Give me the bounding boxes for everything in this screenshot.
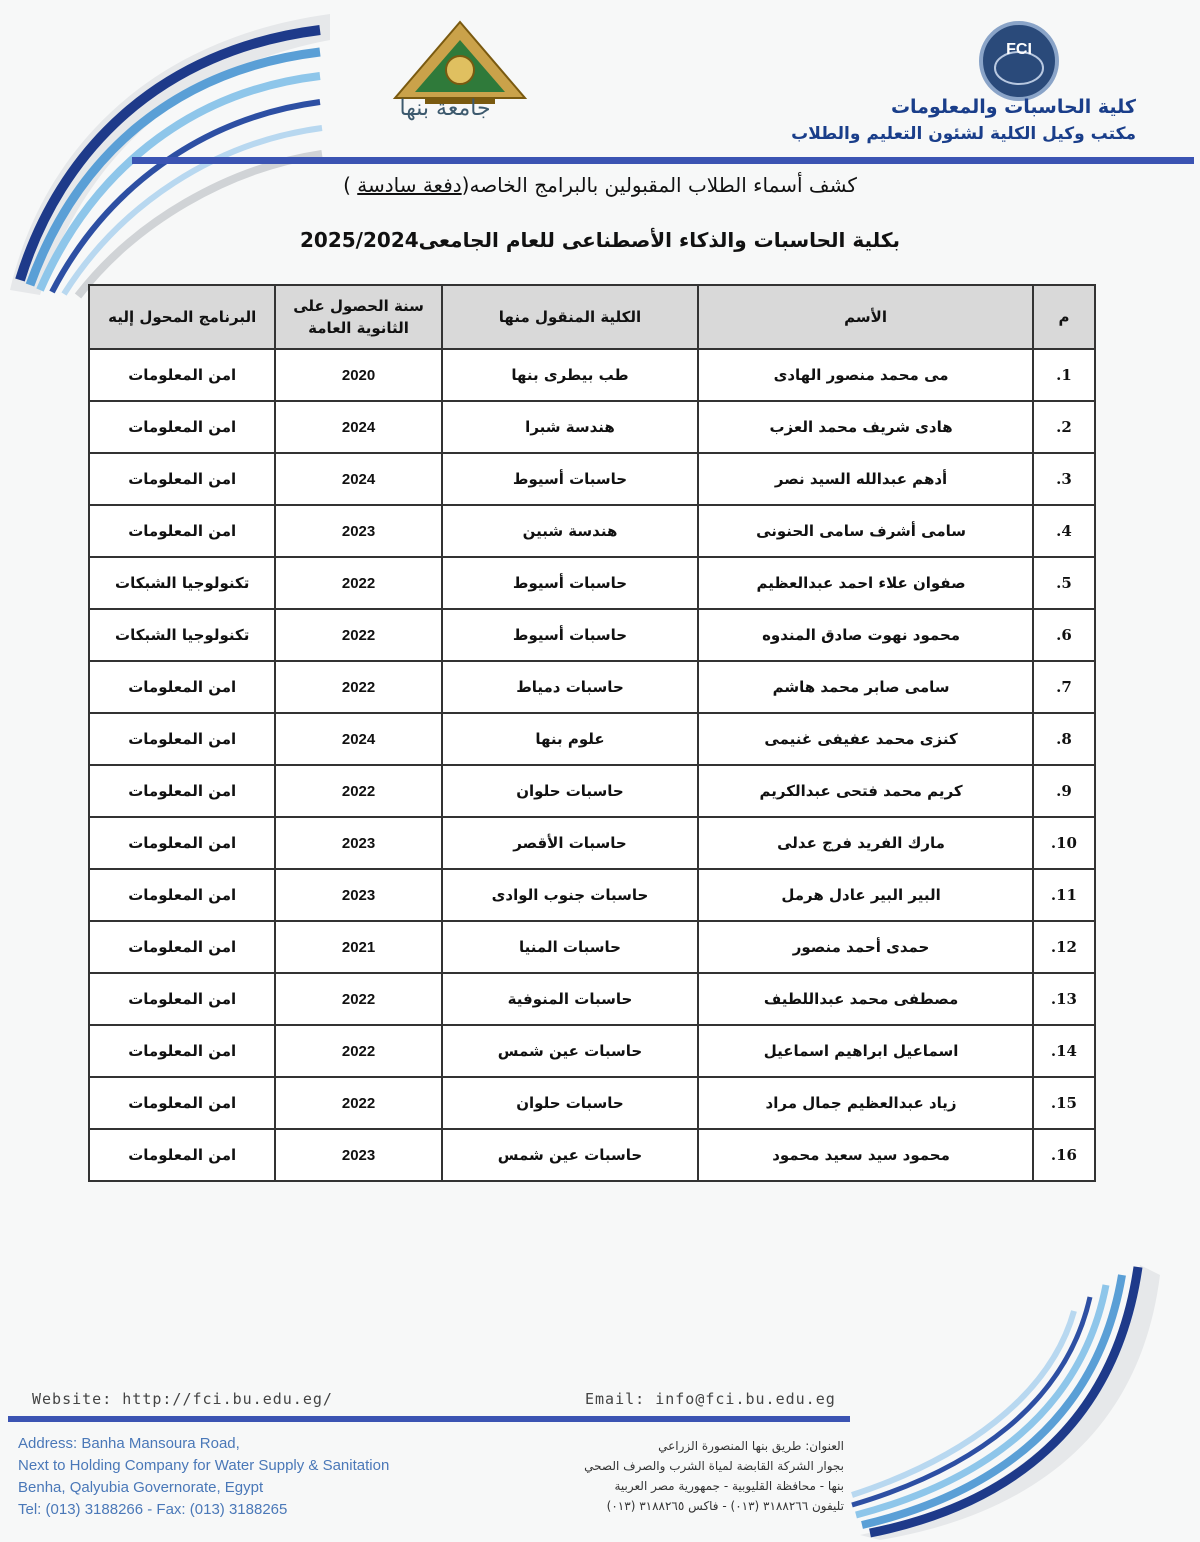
cell-num: 13. <box>1033 973 1095 1025</box>
cell-num: 3. <box>1033 453 1095 505</box>
cell-program: امن المعلومات <box>89 817 275 869</box>
cell-year: 2023 <box>275 1129 441 1181</box>
header-year: سنة الحصول على الثانوية العامة <box>275 285 441 349</box>
cell-program: امن المعلومات <box>89 1025 275 1077</box>
address-en-line: Address: Banha Mansoura Road, <box>18 1435 240 1452</box>
document-title <box>300 173 900 197</box>
header-college: الكلية المنقول منها <box>442 285 699 349</box>
cell-college: هندسة شبين <box>442 505 699 557</box>
cell-college: حاسبات جنوب الوادى <box>442 869 699 921</box>
cell-program: تكنولوجيا الشبكات <box>89 557 275 609</box>
cell-year: 2023 <box>275 817 441 869</box>
cell-name: مصطفى محمد عبداللطيف <box>698 973 1033 1025</box>
table-row <box>89 869 1095 921</box>
cell-num: 15. <box>1033 1077 1095 1129</box>
table-row <box>89 973 1095 1025</box>
faculty-logo <box>975 20 1063 102</box>
cell-name: حمدى أحمد منصور <box>698 921 1033 973</box>
cell-num: 9. <box>1033 765 1095 817</box>
cell-college: طب بيطرى بنها <box>442 349 699 401</box>
cell-num: 11. <box>1033 869 1095 921</box>
cell-year: 2022 <box>275 1025 441 1077</box>
table-row <box>89 453 1095 505</box>
cell-college: علوم بنها <box>442 713 699 765</box>
office-name: مكتب وكيل الكلية لشئون التعليم والطلاب <box>791 124 1136 144</box>
table-row <box>89 609 1095 661</box>
cell-year: 2023 <box>275 869 441 921</box>
cell-num: 14. <box>1033 1025 1095 1077</box>
table-header-row <box>89 285 1095 349</box>
cell-college: حاسبات حلوان <box>442 765 699 817</box>
faculty-logo-text: FCI <box>1006 41 1032 58</box>
students-table <box>88 284 1096 1182</box>
address-en-line: Next to Holding Company for Water Supply & Sanitation <box>18 1457 390 1474</box>
cell-year: 2022 <box>275 1077 441 1129</box>
cell-year: 2022 <box>275 557 441 609</box>
table-row <box>89 1077 1095 1129</box>
cell-college: حاسبات عين شمس <box>442 1025 699 1077</box>
cell-college: حاسبات عين شمس <box>442 1129 699 1181</box>
footer-divider <box>8 1416 850 1422</box>
cell-num: 7. <box>1033 661 1095 713</box>
faculty-name: كلية الحاسبات والمعلومات <box>890 96 1136 118</box>
cell-college: حاسبات المنوفية <box>442 973 699 1025</box>
cell-program: امن المعلومات <box>89 921 275 973</box>
document-subtitle: بكلية الحاسبات والذكاء الأصطناعى للعام الجامعى2025/2024 <box>300 228 900 252</box>
cell-year: 2024 <box>275 453 441 505</box>
cell-program: امن المعلومات <box>89 713 275 765</box>
title-batch: دفعة سادسة <box>357 173 462 197</box>
cell-program: امن المعلومات <box>89 765 275 817</box>
university-name: جامعة بنها <box>399 96 491 121</box>
table-row <box>89 349 1095 401</box>
cell-name: سامى صابر محمد هاشم <box>698 661 1033 713</box>
cell-num: 1. <box>1033 349 1095 401</box>
title-part1: كشف أسماء الطلاب المقبولين بالبرامج الخاصه( <box>461 173 857 197</box>
cell-year: 2024 <box>275 401 441 453</box>
header-program: البرنامج المحول إليه <box>89 285 275 349</box>
cell-name: هادى شريف محمد العزب <box>698 401 1033 453</box>
cell-program: تكنولوجيا الشبكات <box>89 609 275 661</box>
cell-college: حاسبات المنيا <box>442 921 699 973</box>
table-row <box>89 505 1095 557</box>
cell-num: 12. <box>1033 921 1095 973</box>
table-row <box>89 557 1095 609</box>
cell-num: 16. <box>1033 1129 1095 1181</box>
table-row <box>89 817 1095 869</box>
cell-num: 2. <box>1033 401 1095 453</box>
cell-program: امن المعلومات <box>89 1129 275 1181</box>
cell-year: 2021 <box>275 921 441 973</box>
cell-name: زياد عبدالعظيم جمال مراد <box>698 1077 1033 1129</box>
cell-name: كريم محمد فتحى عبدالكريم <box>698 765 1033 817</box>
decorative-swoosh-top <box>0 0 340 300</box>
header-divider <box>132 157 1194 164</box>
cell-college: حاسبات أسيوط <box>442 609 699 661</box>
cell-name: مى محمد منصور الهادى <box>698 349 1033 401</box>
table-row <box>89 661 1095 713</box>
cell-num: 6. <box>1033 609 1095 661</box>
cell-num: 8. <box>1033 713 1095 765</box>
table-row <box>89 713 1095 765</box>
cell-name: اسماعيل ابراهيم اسماعيل <box>698 1025 1033 1077</box>
address-english <box>18 1433 389 1521</box>
cell-program: امن المعلومات <box>89 973 275 1025</box>
cell-name: البير البير عادل هرمل <box>698 869 1033 921</box>
cell-college: حاسبات دمياط <box>442 661 699 713</box>
cell-program: امن المعلومات <box>89 453 275 505</box>
header-name: الأسم <box>698 285 1033 349</box>
decorative-swoosh-bottom <box>850 1255 1195 1540</box>
cell-num: 5. <box>1033 557 1095 609</box>
address-ar-line: تليفون ٣١٨٨٢٦٦ (٠١٣) - فاكس ٣١٨٨٢٦٥ (٠١٣) <box>606 1499 844 1513</box>
cell-program: امن المعلومات <box>89 661 275 713</box>
address-en-line: Tel: (013) 3188266 - Fax: (013) 3188265 <box>18 1501 288 1518</box>
cell-name: محمود نهوت صادق المندوه <box>698 609 1033 661</box>
cell-year: 2022 <box>275 973 441 1025</box>
cell-program: امن المعلومات <box>89 869 275 921</box>
cell-program: امن المعلومات <box>89 401 275 453</box>
cell-year: 2022 <box>275 661 441 713</box>
table-row <box>89 1025 1095 1077</box>
cell-name: سامى أشرف سامى الحنونى <box>698 505 1033 557</box>
cell-year: 2024 <box>275 713 441 765</box>
website-link[interactable]: Website: http://fci.bu.edu.eg/ <box>32 1390 333 1408</box>
cell-name: مارك الفريد فرج عدلى <box>698 817 1033 869</box>
title-part2: ) <box>343 173 358 197</box>
cell-name: كنزى محمد عفيفى غنيمى <box>698 713 1033 765</box>
cell-college: حاسبات الأقصر <box>442 817 699 869</box>
address-ar-line: بجوار الشركة القابضة لمياة الشرب والصرف الصحي <box>584 1459 844 1473</box>
cell-college: حاسبات أسيوط <box>442 557 699 609</box>
cell-year: 2022 <box>275 765 441 817</box>
header-num: م <box>1033 285 1095 349</box>
cell-college: حاسبات حلوان <box>442 1077 699 1129</box>
cell-year: 2023 <box>275 505 441 557</box>
address-ar-line: العنوان: طريق بنها المنصورة الزراعي <box>658 1439 844 1453</box>
cell-college: حاسبات أسيوط <box>442 453 699 505</box>
address-arabic <box>584 1436 844 1516</box>
address-ar-line: بنها - محافظة القليوبية - جمهورية مصر العربية <box>614 1479 844 1493</box>
table-row <box>89 765 1095 817</box>
cell-num: 10. <box>1033 817 1095 869</box>
cell-name: أدهم عبدالله السيد نصر <box>698 453 1033 505</box>
cell-program: امن المعلومات <box>89 505 275 557</box>
table-row <box>89 921 1095 973</box>
table-row <box>89 401 1095 453</box>
cell-year: 2022 <box>275 609 441 661</box>
cell-program: امن المعلومات <box>89 1077 275 1129</box>
cell-college: هندسة شبرا <box>442 401 699 453</box>
cell-num: 4. <box>1033 505 1095 557</box>
table-row <box>89 1129 1095 1181</box>
address-en-line: Benha, Qalyubia Governorate, Egypt <box>18 1479 264 1496</box>
cell-program: امن المعلومات <box>89 349 275 401</box>
cell-year: 2020 <box>275 349 441 401</box>
cell-name: صفوان علاء احمد عبدالعظيم <box>698 557 1033 609</box>
email-link[interactable]: Email: info@fci.bu.edu.eg <box>585 1390 836 1408</box>
cell-name: محمود سيد سعيد محمود <box>698 1129 1033 1181</box>
